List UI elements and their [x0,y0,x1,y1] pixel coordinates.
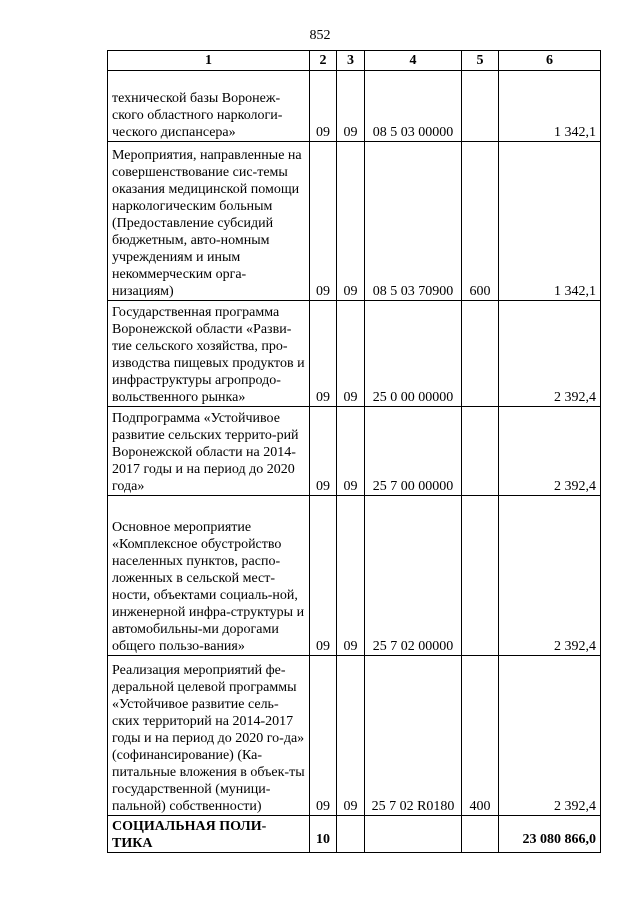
table-row [108,496,601,656]
row-amount: 2 392,4 [499,301,601,407]
column-header-target-article: 4 [365,51,462,71]
row-amount: 2 392,4 [499,496,601,656]
row-expense-type [462,496,499,656]
page-number: 852 [309,28,331,43]
section-name: СОЦИАЛЬНАЯ ПОЛИ-ТИКА [108,816,310,853]
row-target-article: 25 7 00 00000 [365,407,462,496]
row-subsection-code: 09 [337,656,365,816]
table-row [108,407,601,496]
row-section-code: 09 [310,656,337,816]
row-name: технической базы Воронеж-ского областного наркологи-ческого диспансера» [108,71,310,142]
table-header-row [108,51,601,71]
row-name: Реализация мероприятий фе-деральной целевой программы «Устойчивое развитие сель-ских территорий на 2014-2017 годы и на период до 2020 го-да» (софинансирование) (Ка-питальные вложения в объек-ты государственной (муници-пальной) собственности) [108,656,310,816]
row-expense-type: 600 [462,142,499,301]
row-subsection-code: 09 [337,301,365,407]
table-row [108,142,601,301]
section-total-row [108,816,601,853]
table-row [108,301,601,407]
column-header-expense-type: 5 [462,51,499,71]
section-subsection-code [337,816,365,853]
row-section-code: 09 [310,71,337,142]
row-amount: 2 392,4 [499,656,601,816]
row-expense-type [462,71,499,142]
row-name: Основное мероприятие «Комплексное обустройство населенных пунктов, распо-ложенных в сельской мест-ности, объектами социаль-ной, инженерной инфра-структуры и автомобильны-ми дорогами общего пользо-вания» [108,496,310,656]
column-header-section: 2 [310,51,337,71]
row-section-code: 09 [310,496,337,656]
row-target-article: 25 0 00 00000 [365,301,462,407]
row-amount: 1 342,1 [499,142,601,301]
table-row [108,656,601,816]
row-subsection-code: 09 [337,496,365,656]
row-subsection-code: 09 [337,407,365,496]
row-name: Мероприятия, направленные на совершенствование сис-темы оказания медицинской помощи наркологическим больным (Предоставление субсидий бюджетным, авто-номным учреждениям и иным некоммерческим орга-низациям) [108,142,310,301]
row-subsection-code: 09 [337,142,365,301]
column-header-amount: 6 [499,51,601,71]
section-amount: 23 080 866,0 [499,816,601,853]
row-target-article: 08 5 03 70900 [365,142,462,301]
column-header-subsection: 3 [337,51,365,71]
section-code: 10 [310,816,337,853]
table-row [108,71,601,142]
row-target-article: 25 7 02 R0180 [365,656,462,816]
column-header-name: 1 [108,51,310,71]
row-expense-type: 400 [462,656,499,816]
row-target-article: 25 7 02 00000 [365,496,462,656]
row-section-code: 09 [310,142,337,301]
row-target-article: 08 5 03 00000 [365,71,462,142]
row-expense-type [462,301,499,407]
row-expense-type [462,407,499,496]
section-target-article [365,816,462,853]
row-section-code: 09 [310,301,337,407]
row-subsection-code: 09 [337,71,365,142]
section-expense-type [462,816,499,853]
row-amount: 2 392,4 [499,407,601,496]
budget-table [107,50,601,853]
row-section-code: 09 [310,407,337,496]
row-name: Подпрограмма «Устойчивое развитие сельских террито-рий Воронежской области на 2014-2017 годы и на период до 2020 года» [108,407,310,496]
row-name: Государственная программа Воронежской области «Разви-тие сельского хозяйства, про-изводства пищевых продуктов и инфраструктуры агропродо-вольственного рынка» [108,301,310,407]
row-amount: 1 342,1 [499,71,601,142]
